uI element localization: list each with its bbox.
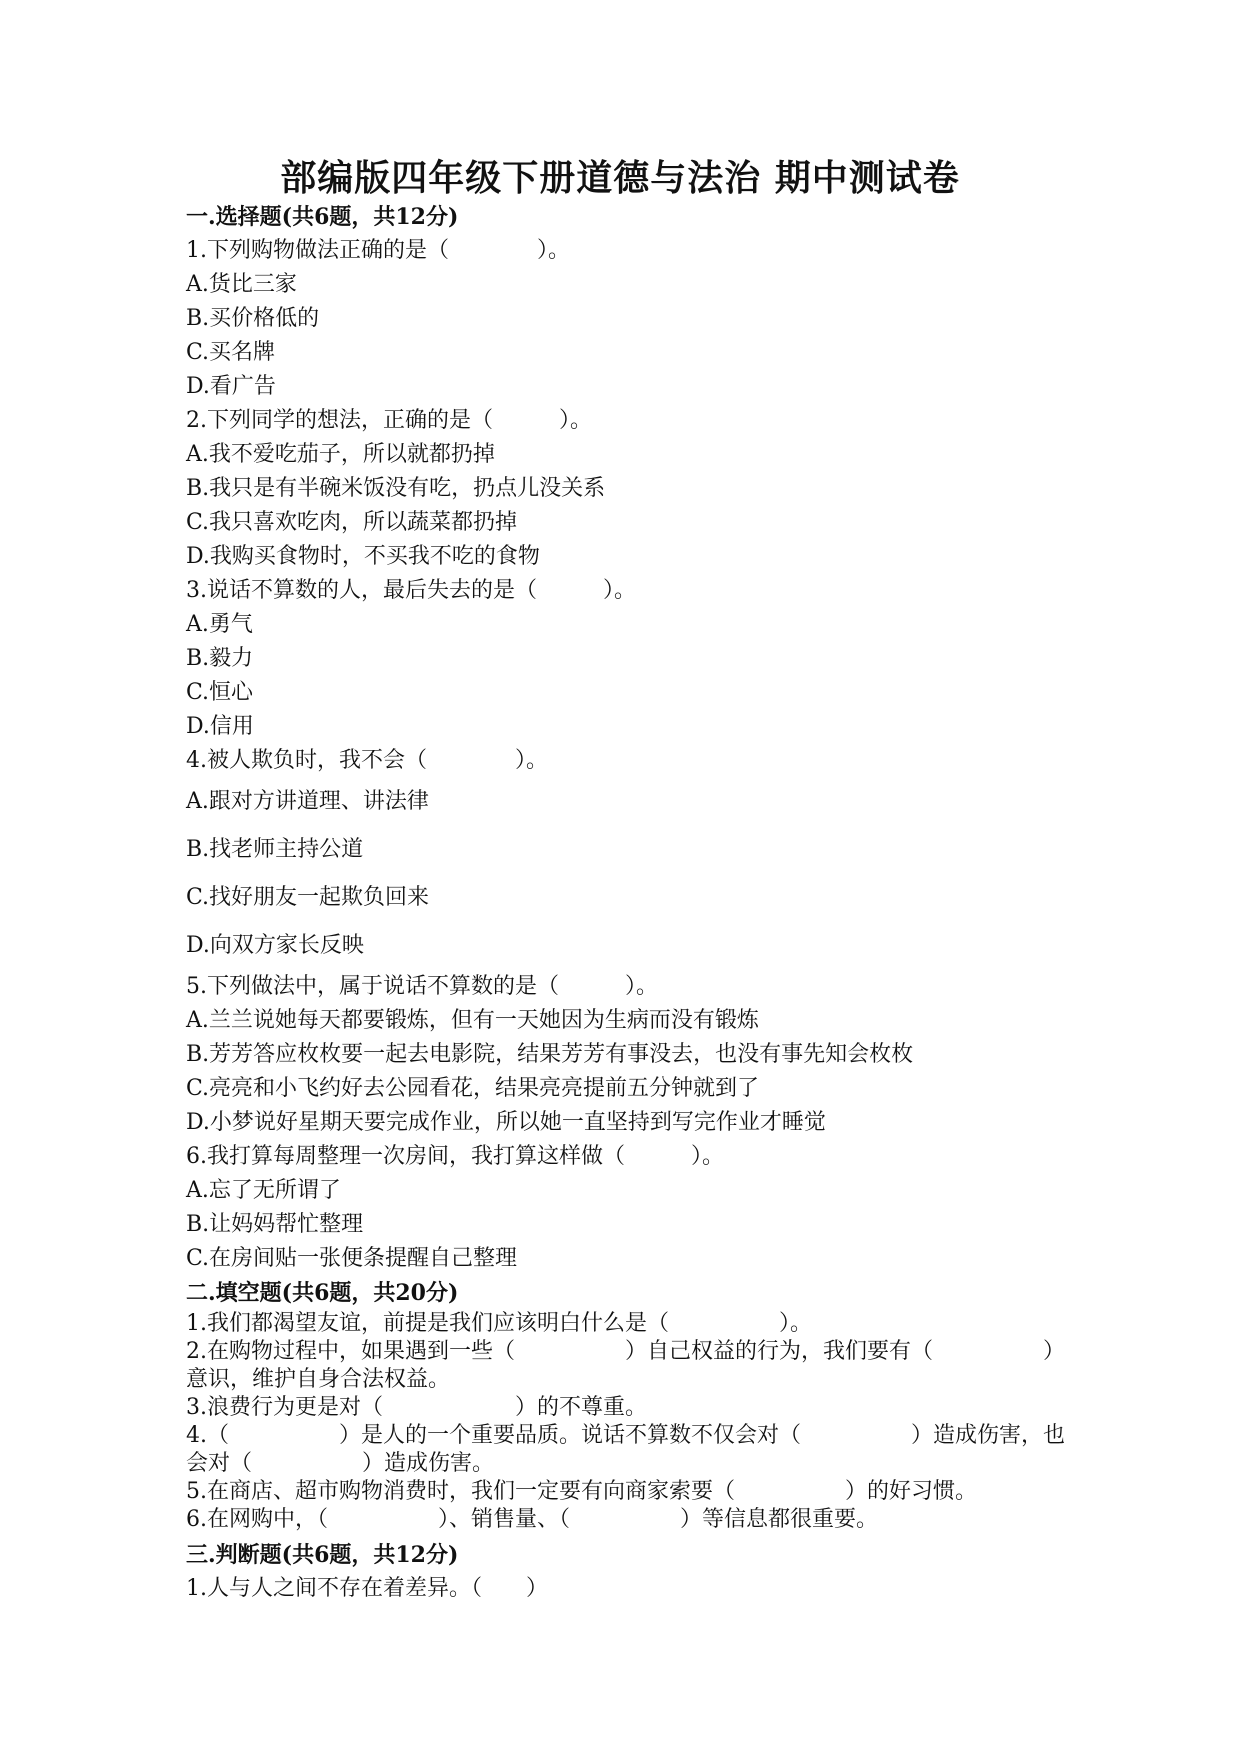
- fill-item-2: 2.在购物过程中，如果遇到一些（ ）自己权益的行为，我们要有（ ）意识，维护自身合法权益。: [186, 1339, 1065, 1392]
- option-b: B.毅力: [186, 646, 254, 671]
- question-stem: 6.我打算每周整理一次房间，我打算这样做（ ）。: [186, 1144, 724, 1169]
- section-heading-fill: 二.填空题(共6题，共20分): [186, 1280, 459, 1306]
- option-a: A.勇气: [186, 612, 253, 637]
- section-heading-choice: 一.选择题(共6题，共12分): [186, 204, 459, 230]
- option-d: D.信用: [186, 714, 254, 739]
- fill-item-5: 5.在商店、超市购物消费时，我们一定要有向商家索要（ ）的好习惯。: [186, 1479, 977, 1504]
- question-6: [186, 1140, 1086, 1276]
- fill-item-3: 3.浪费行为更是对（ ）的不尊重。: [186, 1395, 647, 1420]
- exam-content: [186, 200, 1086, 1606]
- option-a: A.跟对方讲道理、讲法律: [186, 789, 429, 814]
- question-stem: 2.下列同学的想法，正确的是（ ）。: [186, 408, 592, 433]
- question-stem: 1.下列购物做法正确的是（ ）。: [186, 238, 570, 263]
- option-d: D.小梦说好星期天要完成作业，所以她一直坚持到写完作业才睡觉: [186, 1110, 826, 1135]
- option-c: C.买名牌: [186, 340, 276, 365]
- fill-item-4: 4.（ ）是人的一个重要品质。说话不算数不仅会对（ ）造成伤害，也会对（ ）造成伤害。: [186, 1423, 1065, 1476]
- option-b: B.找老师主持公道: [186, 837, 364, 862]
- option-c: C.我只喜欢吃肉，所以蔬菜都扔掉: [186, 510, 518, 535]
- question-2: [186, 404, 1086, 574]
- section-heading-judge: 三.判断题(共6题，共12分): [186, 1542, 459, 1568]
- fill-item-1: 1.我们都渴望友谊，前提是我们应该明白什么是（ ）。: [186, 1311, 812, 1336]
- option-b: B.买价格低的: [186, 306, 320, 331]
- option-a: A.我不爱吃茄子，所以就都扔掉: [186, 442, 495, 467]
- option-d: D.看广告: [186, 374, 276, 399]
- option-a: A.货比三家: [186, 272, 297, 297]
- option-c: C.亮亮和小飞约好去公园看花，结果亮亮提前五分钟就到了: [186, 1076, 760, 1101]
- question-stem: 4.被人欺负时，我不会（ ）。: [186, 748, 548, 773]
- option-b: B.让妈妈帮忙整理: [186, 1212, 364, 1237]
- question-3: [186, 574, 1086, 744]
- judge-item-1: 1.人与人之间不存在着差异。（ ）: [186, 1576, 548, 1601]
- question-1: [186, 234, 1086, 404]
- question-stem: 5.下列做法中，属于说话不算数的是（ ）。: [186, 974, 658, 999]
- option-d: D.我购买食物时，不买我不吃的食物: [186, 544, 540, 569]
- option-b: B.芳芳答应枚枚要一起去电影院，结果芳芳有事没去，也没有事先知会枚枚: [186, 1042, 914, 1067]
- page-title: 部编版四年级下册道德与法治 期中测试卷: [280, 157, 960, 199]
- option-b: B.我只是有半碗米饭没有吃，扔点儿没关系: [186, 476, 606, 501]
- question-5: [186, 970, 1086, 1140]
- option-c: C.在房间贴一张便条提醒自己整理: [186, 1246, 518, 1271]
- question-stem: 3.说话不算数的人，最后失去的是（ ）。: [186, 578, 636, 603]
- option-c: C.恒心: [186, 680, 254, 705]
- option-d: D.向双方家长反映: [186, 933, 364, 958]
- option-c: C.找好朋友一起欺负回来: [186, 885, 430, 910]
- option-a: A.兰兰说她每天都要锻炼，但有一天她因为生病而没有锻炼: [186, 1008, 759, 1033]
- question-4: [186, 744, 1086, 970]
- fill-item-6: 6.在网购中，（ ）、销售量、（ ）等信息都很重要。: [186, 1507, 878, 1532]
- option-a: A.忘了无所谓了: [186, 1178, 341, 1203]
